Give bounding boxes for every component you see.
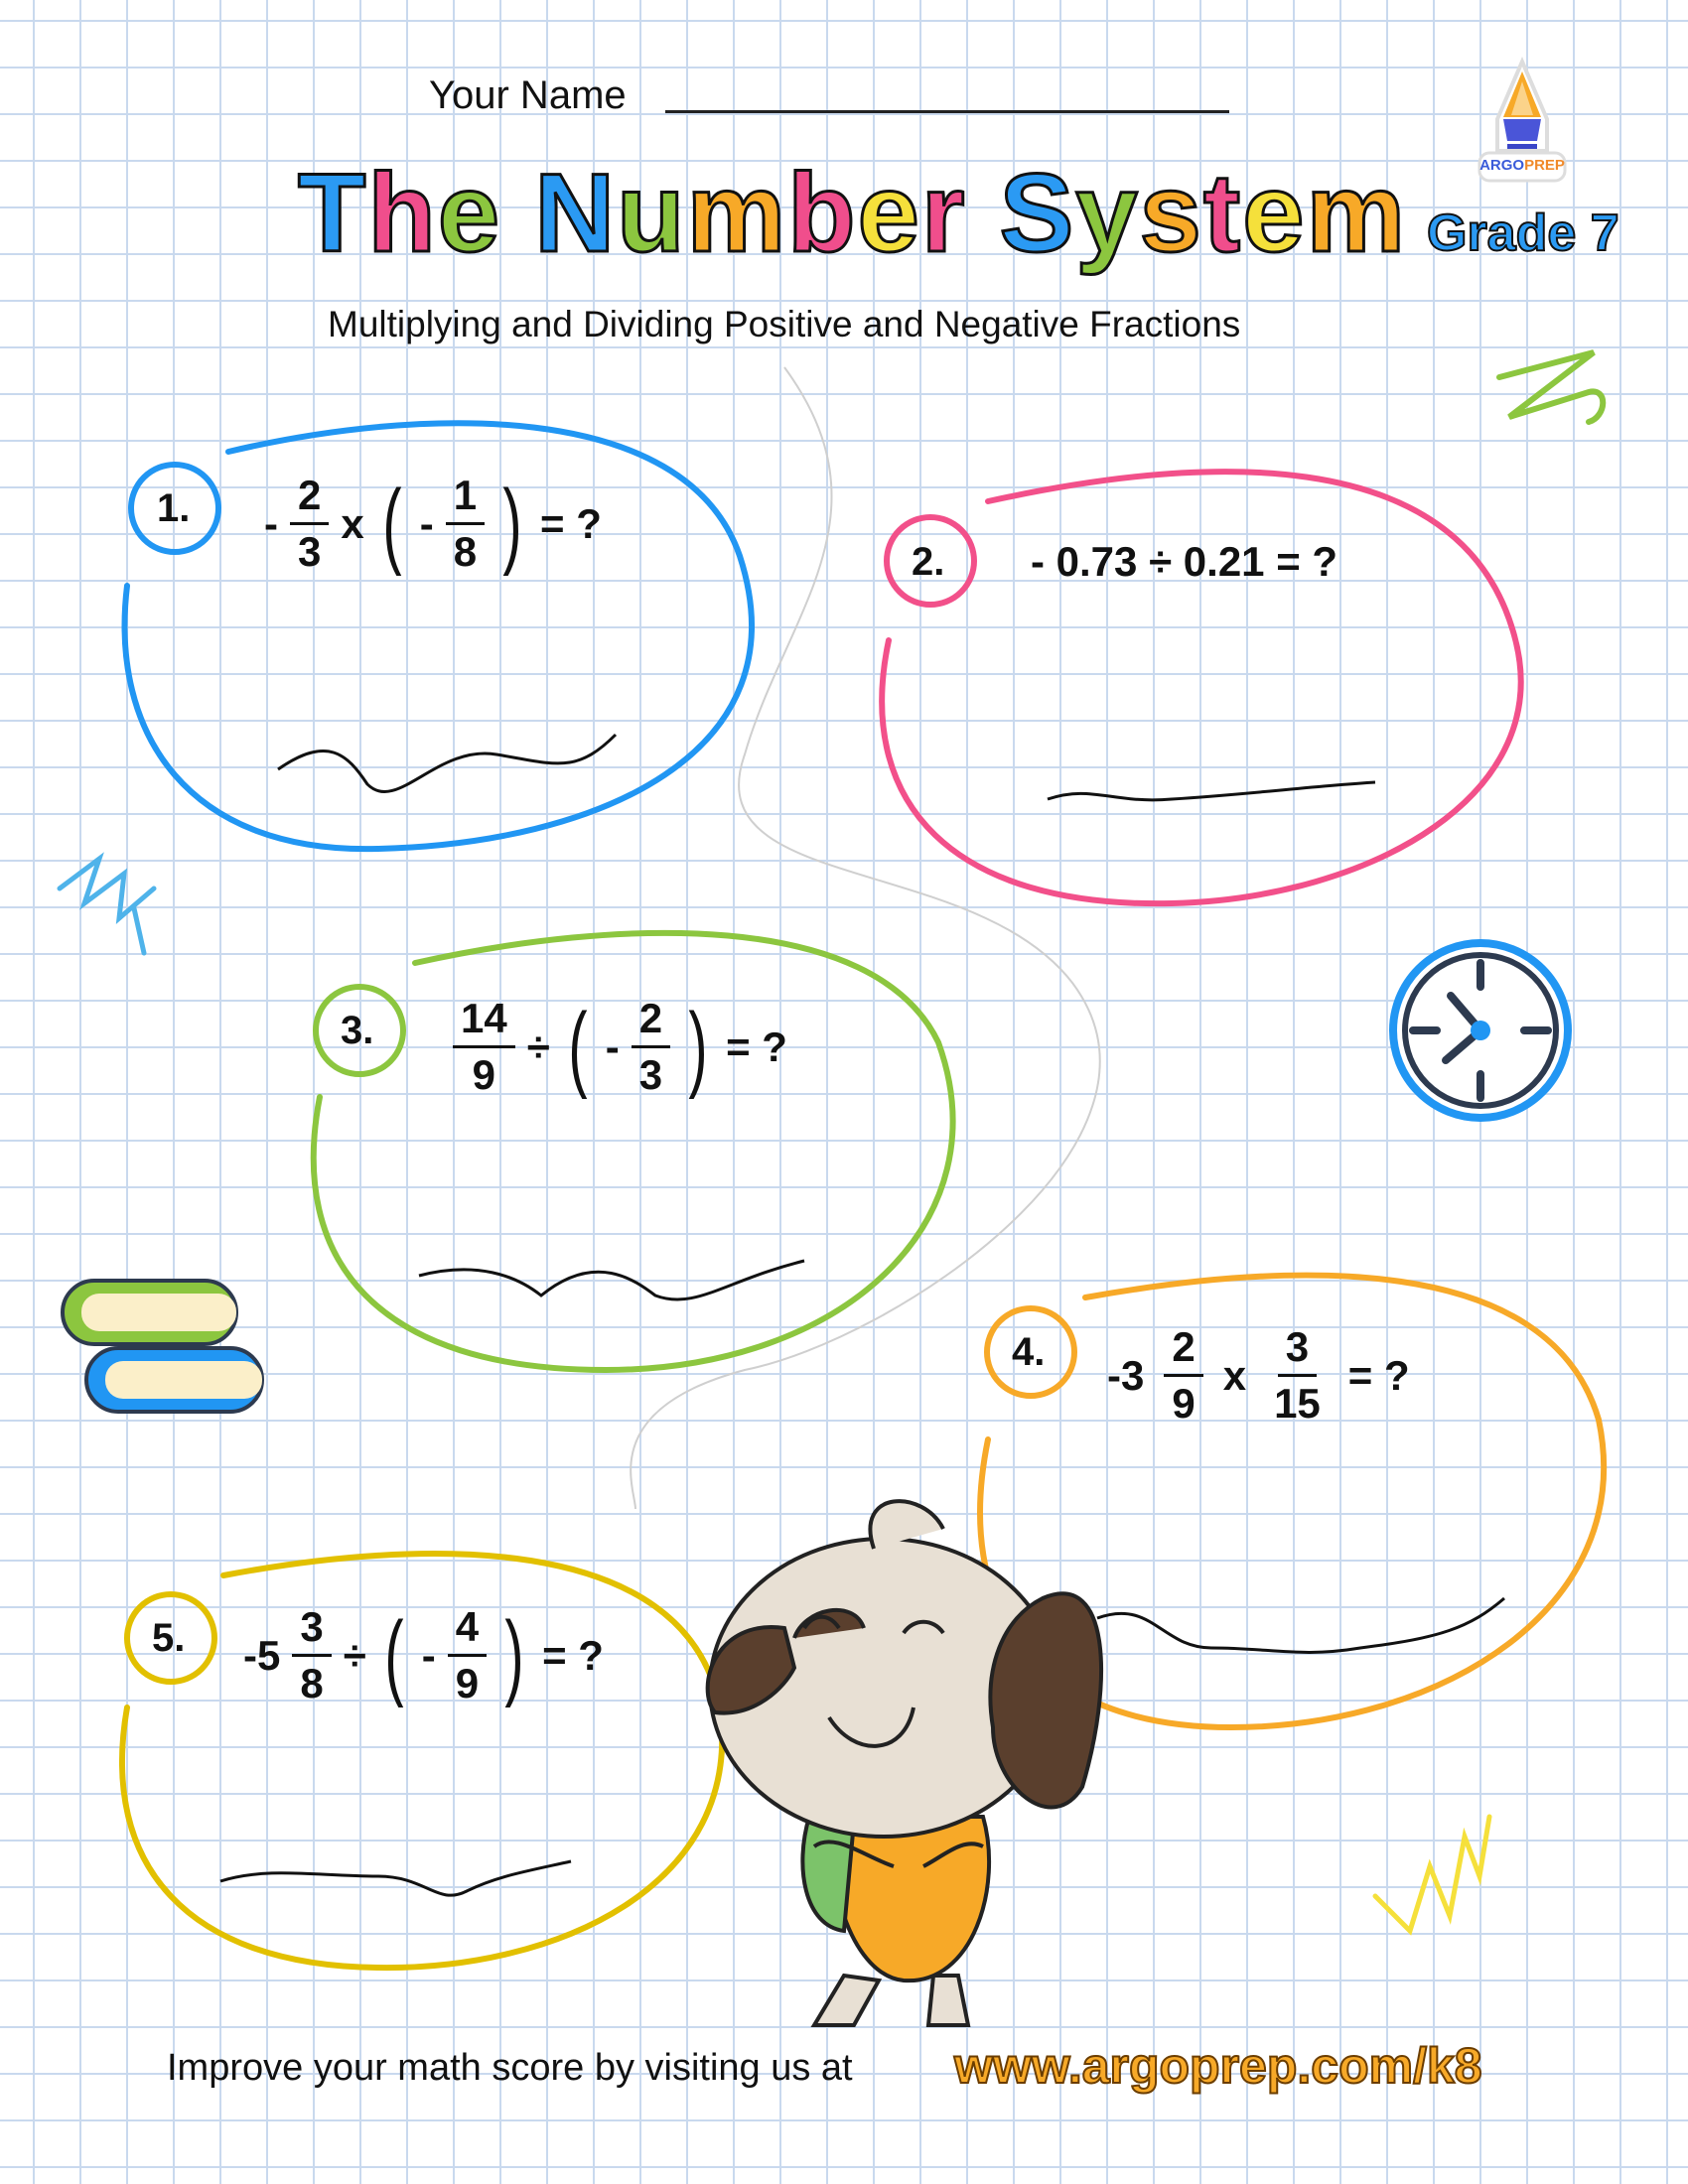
problem-1-number: 1. (157, 486, 191, 530)
left-paren: ( (384, 1601, 404, 1708)
fraction (448, 1603, 487, 1706)
problem-3-expression (453, 993, 787, 1100)
title-letter: u (617, 151, 687, 275)
footer-text: Improve your math score by visiting us at (167, 2047, 853, 2089)
title-letter: y (1075, 151, 1140, 275)
fraction (632, 995, 670, 1098)
operator: x (1222, 1351, 1247, 1399)
blue-zigzag-icon (60, 859, 154, 953)
operator: ÷ (526, 1023, 550, 1070)
title-letter: S (999, 151, 1076, 275)
answer-line-2 (1048, 782, 1375, 800)
title-letter: b (787, 151, 858, 275)
title-letter: e (437, 151, 502, 275)
title-letter: r (920, 151, 967, 275)
numerator: 4 (448, 1606, 487, 1657)
title-letter (966, 149, 999, 277)
problem-4-number: 4. (1012, 1330, 1046, 1374)
numerator: 1 (446, 475, 485, 525)
title-letter: e (1242, 151, 1307, 275)
whole-number: -3 (1107, 1351, 1145, 1399)
problem-2-number: 2. (912, 540, 945, 584)
equals-question: = ? (726, 1023, 787, 1070)
numerator: 2 (1164, 1326, 1202, 1377)
equals-question: = ? (540, 499, 602, 547)
title-letter: h (367, 151, 438, 275)
denominator: 9 (472, 1051, 496, 1098)
problem-5-expression (243, 1601, 604, 1708)
denominator: 3 (298, 528, 322, 575)
dog-mascot-illustration (708, 1501, 1101, 2025)
name-label: Your Name (429, 73, 627, 117)
problem-2-bubble (882, 472, 1521, 903)
yellow-zigzag-icon (1375, 1817, 1489, 1931)
problem-2-expression: - 0.73 ÷ 0.21 = ? (1031, 538, 1338, 585)
grade-label: Grade 7 (1427, 205, 1619, 262)
logo-text (1468, 157, 1577, 174)
denominator: 15 (1274, 1380, 1321, 1427)
books-icon (63, 1281, 262, 1412)
denominator: 8 (453, 528, 478, 575)
logo-text-a: ARGO (1479, 157, 1525, 174)
left-paren: ( (568, 993, 588, 1100)
equals-question: = ? (1347, 1351, 1410, 1399)
denominator: 9 (1172, 1380, 1196, 1427)
minus-sign: - (264, 499, 278, 547)
fraction (290, 472, 329, 575)
minus-sign: - (419, 499, 434, 547)
fraction (453, 995, 515, 1098)
title-letter: N (534, 151, 618, 275)
green-zigzag-icon (1499, 352, 1603, 422)
denominator: 8 (300, 1660, 324, 1706)
title-letter: t (1202, 151, 1243, 275)
problem-3-number: 3. (341, 1009, 374, 1052)
fraction (1164, 1323, 1202, 1427)
numerator: 14 (453, 998, 515, 1048)
title-letter: s (1139, 151, 1203, 275)
page-title (298, 149, 1407, 277)
denominator: 3 (638, 1051, 663, 1098)
minus-sign: - (605, 1023, 620, 1070)
equals-question: = ? (542, 1631, 604, 1679)
fraction (446, 472, 485, 575)
problem-1-expression (264, 470, 602, 577)
numerator: 2 (290, 475, 329, 525)
title-letter: e (857, 151, 921, 275)
page-subtitle: Multiplying and Dividing Positive and Negative Fractions (328, 304, 1241, 344)
operator: x (341, 499, 364, 547)
answer-line-5 (220, 1861, 571, 1895)
right-paren: ) (504, 1601, 524, 1708)
whole-number: -5 (243, 1631, 281, 1679)
title-letter: m (1306, 151, 1408, 275)
right-paren: ) (688, 993, 708, 1100)
answer-line-4 (1097, 1598, 1504, 1652)
name-input-line[interactable] (665, 110, 1229, 113)
right-paren: ) (502, 470, 522, 577)
minus-sign: - (421, 1631, 436, 1679)
title-letter: m (686, 151, 788, 275)
denominator: 9 (455, 1660, 480, 1706)
title-letter: T (298, 151, 368, 275)
operator: ÷ (343, 1631, 366, 1679)
answer-line-1 (278, 735, 616, 792)
numerator: 3 (1278, 1326, 1317, 1377)
numerator: 3 (292, 1606, 331, 1657)
problem-4-expression (1107, 1323, 1410, 1427)
footer-url-link[interactable]: www.argoprep.com/k8 (954, 2038, 1482, 2094)
logo-text-b: PREP (1524, 157, 1565, 174)
clock-icon (1393, 943, 1568, 1118)
answer-line-3 (419, 1261, 804, 1299)
numerator: 2 (632, 998, 670, 1048)
problem-5-number: 5. (152, 1616, 186, 1660)
title-letter (501, 149, 534, 277)
fraction (1266, 1323, 1329, 1427)
fraction (292, 1603, 331, 1706)
left-paren: ( (382, 470, 402, 577)
